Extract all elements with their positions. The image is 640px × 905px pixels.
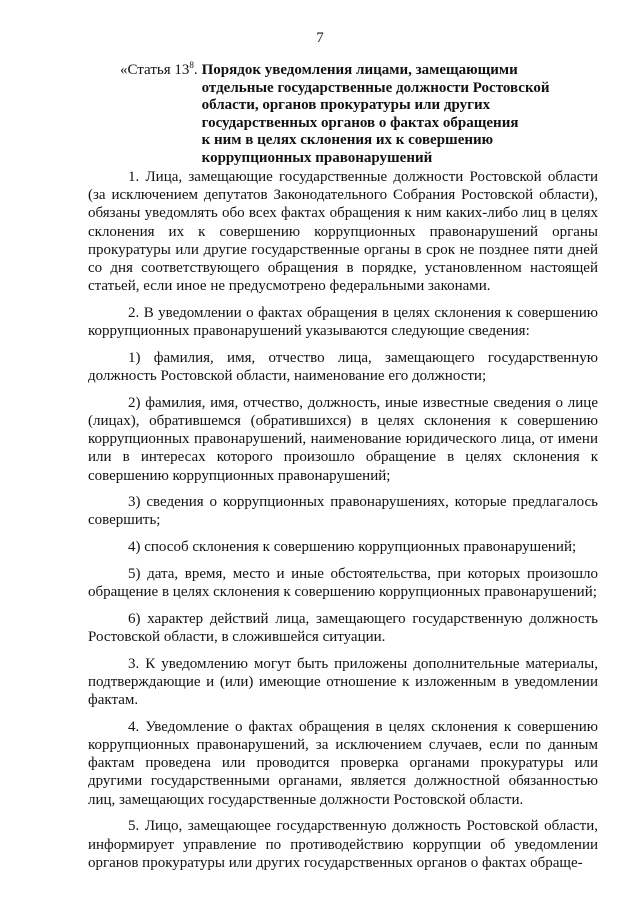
list-item: 2) фамилия, имя, отчество, должность, иные известные сведения о лице (лицах), обратившемся (обратившихся) в целях склонения к совершению коррупционных правонарушений, наименование юридического лица, от имени или в интересах которого произошло обращение в целях склонения к совершению коррупционных правонарушений; bbox=[88, 394, 598, 484]
paragraph: 1. Лица, замещающие государственные должности Ростовской области (за исключением депутатов Законодательного Собрания Ростовской области), обязаны уведомлять обо всех фактах обращения к ним каких-либо лиц в целях склонения их к совершению коррупционных правонарушений органы прокуратуры или другие государственные органы в срок не позднее пяти дней со дня соответствующего обращения в порядке, установленном настоящей статьей, если иное не предусмотрено федеральными законами. bbox=[88, 169, 598, 295]
article-superscript: 8 bbox=[189, 60, 194, 70]
list-item: 6) характер действий лица, замещающего государственную должность Ростовской области, в сложившейся ситуации. bbox=[88, 610, 598, 645]
article-title: Порядок уведомления лицами, замещающими отдельные государственные должности Ростовской области, органов прокуратуры или других государственных органов о фактах обращения к ним в целях склонения их к совершению коррупционных правонарушений bbox=[201, 62, 550, 166]
list-item: 5) дата, время, место и иные обстоятельства, при которых произошло обращение в целях склонения к совершению коррупционных правонарушений; bbox=[88, 565, 598, 601]
paragraph: 3. К уведомлению могут быть приложены дополнительные материалы, подтверждающие и (или) имеющие отношение к изложенным в уведомлении фактам. bbox=[88, 655, 598, 709]
list-item: 1) фамилия, имя, отчество лица, замещающего государственную должность Ростовской области, наименование его должности; bbox=[88, 349, 598, 385]
article-prefix-tail: . bbox=[193, 62, 198, 78]
paragraph: 5. Лицо, замещающее государственную должность Ростовской области, информирует управление по противодействию коррупции об уведомлении органов прокуратуры или других государственных органов о фактах обраще- bbox=[88, 818, 598, 871]
paragraph: 4. Уведомление о фактах обращения в целях склонения к совершению коррупционных правонарушений, за исключением случаев, если по данным фактам проведена или проводится проверка органами прокуратуры или другими государственными органами, является должностной обязанностью лиц, замещающих государственные должности Ростовской области. bbox=[88, 718, 598, 808]
article-number bbox=[120, 62, 202, 167]
list-item: 4) способ склонения к совершению коррупционных правонарушений; bbox=[128, 539, 577, 556]
page-number: 7 bbox=[316, 30, 324, 46]
article-body bbox=[88, 168, 598, 880]
article-heading bbox=[120, 62, 570, 167]
paragraph: 2. В уведомлении о фактах обращения в целях склонения к совершению коррупционных правонарушений указываются следующие сведения: bbox=[88, 304, 598, 340]
list-item: 3) сведения о коррупционных правонарушениях, которые предлагалось совершить; bbox=[88, 494, 598, 529]
article-prefix: «Статья 13 bbox=[120, 62, 190, 78]
